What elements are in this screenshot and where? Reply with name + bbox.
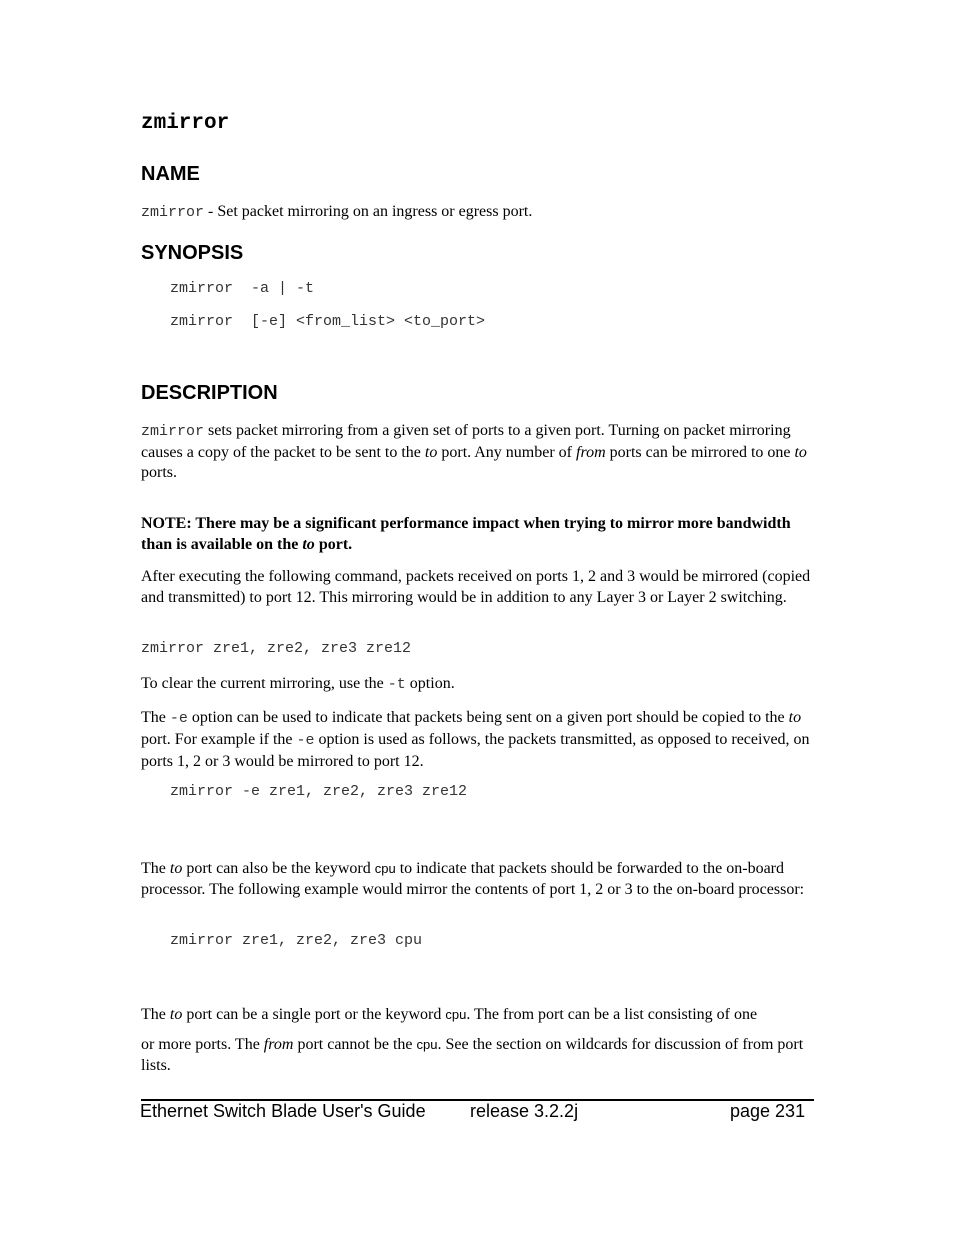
description-paragraph-7: or more ports. The from port cannot be the cpu. See the section on wildcards for discussion of from port lists.	[141, 1036, 804, 1074]
footer-release: release 3.2.2j	[470, 1101, 579, 1121]
option-t: -t	[387, 676, 406, 693]
name-description: - Set packet mirroring on an ingress or egress port.	[204, 203, 533, 220]
synopsis-line-2: zmirror [-e] <from_list> <to_port>	[170, 313, 486, 330]
description-paragraph-4: The -e option can be used to indicate that packets being sent on a given port should be copied to the to port. For example if the -e option is used as follows, the packets transmitted, as opposed to received, on ports 1, 2 or 3 would be mirrored to port 12.	[141, 709, 810, 770]
example-command-2: zmirror -e zre1, zre2, zre3 zre12	[170, 783, 468, 800]
description-paragraph-2: After executing the following command, packets received on ports 1, 2 and 3 would be mirrored (copied and transmitted) to port 12. This mirroring would be in addition to any Layer 3 or Layer 2 switching.	[141, 568, 811, 606]
description-heading: DESCRIPTION	[141, 382, 278, 404]
description-paragraph-6: The to port can be a single port or the keyword cpu. The from port can be a list consisting of one	[141, 1006, 758, 1023]
command-title: zmirror	[141, 112, 230, 135]
cpu-keyword: cpu	[445, 1007, 467, 1022]
to-term: to	[302, 535, 315, 553]
description-paragraph-5: The to port can also be the keyword cpu to indicate that packets should be forwarded to the on-board processor. The following example would mirror the contents of port 1, 2 or 3 to the on-board processor:	[141, 860, 805, 898]
to-term: to	[169, 1006, 183, 1023]
to-term: to	[169, 860, 183, 877]
to-term: to	[788, 709, 802, 726]
example-command-3: zmirror zre1, zre2, zre3 cpu	[170, 932, 423, 949]
performance-note: NOTE: There may be a significant performance impact when trying to mirror more bandwidth than is available on the to port.	[141, 515, 791, 553]
to-term: to	[794, 443, 807, 461]
footer-guide-title: Ethernet Switch Blade User's Guide	[140, 1101, 426, 1121]
footer-page-number: page 231	[730, 1101, 806, 1121]
name-paragraph	[141, 202, 813, 224]
option-e: -e	[296, 732, 315, 749]
from-term: from	[576, 443, 606, 461]
synopsis-heading: SYNOPSIS	[141, 242, 244, 264]
name-heading: NAME	[141, 163, 200, 185]
synopsis-line-1: zmirror -a | -t	[170, 280, 315, 297]
cpu-keyword: cpu	[374, 861, 396, 876]
cpu-keyword: cpu	[416, 1037, 438, 1052]
command-name: zmirror	[141, 204, 205, 221]
to-term: to	[424, 443, 438, 461]
from-term: from	[263, 1036, 294, 1053]
description-paragraph-3: To clear the current mirroring, use the -t option.	[141, 675, 455, 693]
example-command-1: zmirror zre1, zre2, zre3 zre12	[141, 640, 412, 657]
description-paragraph-1: zmirror sets packet mirroring from a given set of ports to a given port. Turning on packet mirroring causes a copy of the packet to be sent to the to port. Any number of from ports can be mirrored to one to ports.	[141, 422, 807, 481]
option-e: -e	[169, 710, 188, 727]
command-name: zmirror	[141, 423, 205, 440]
